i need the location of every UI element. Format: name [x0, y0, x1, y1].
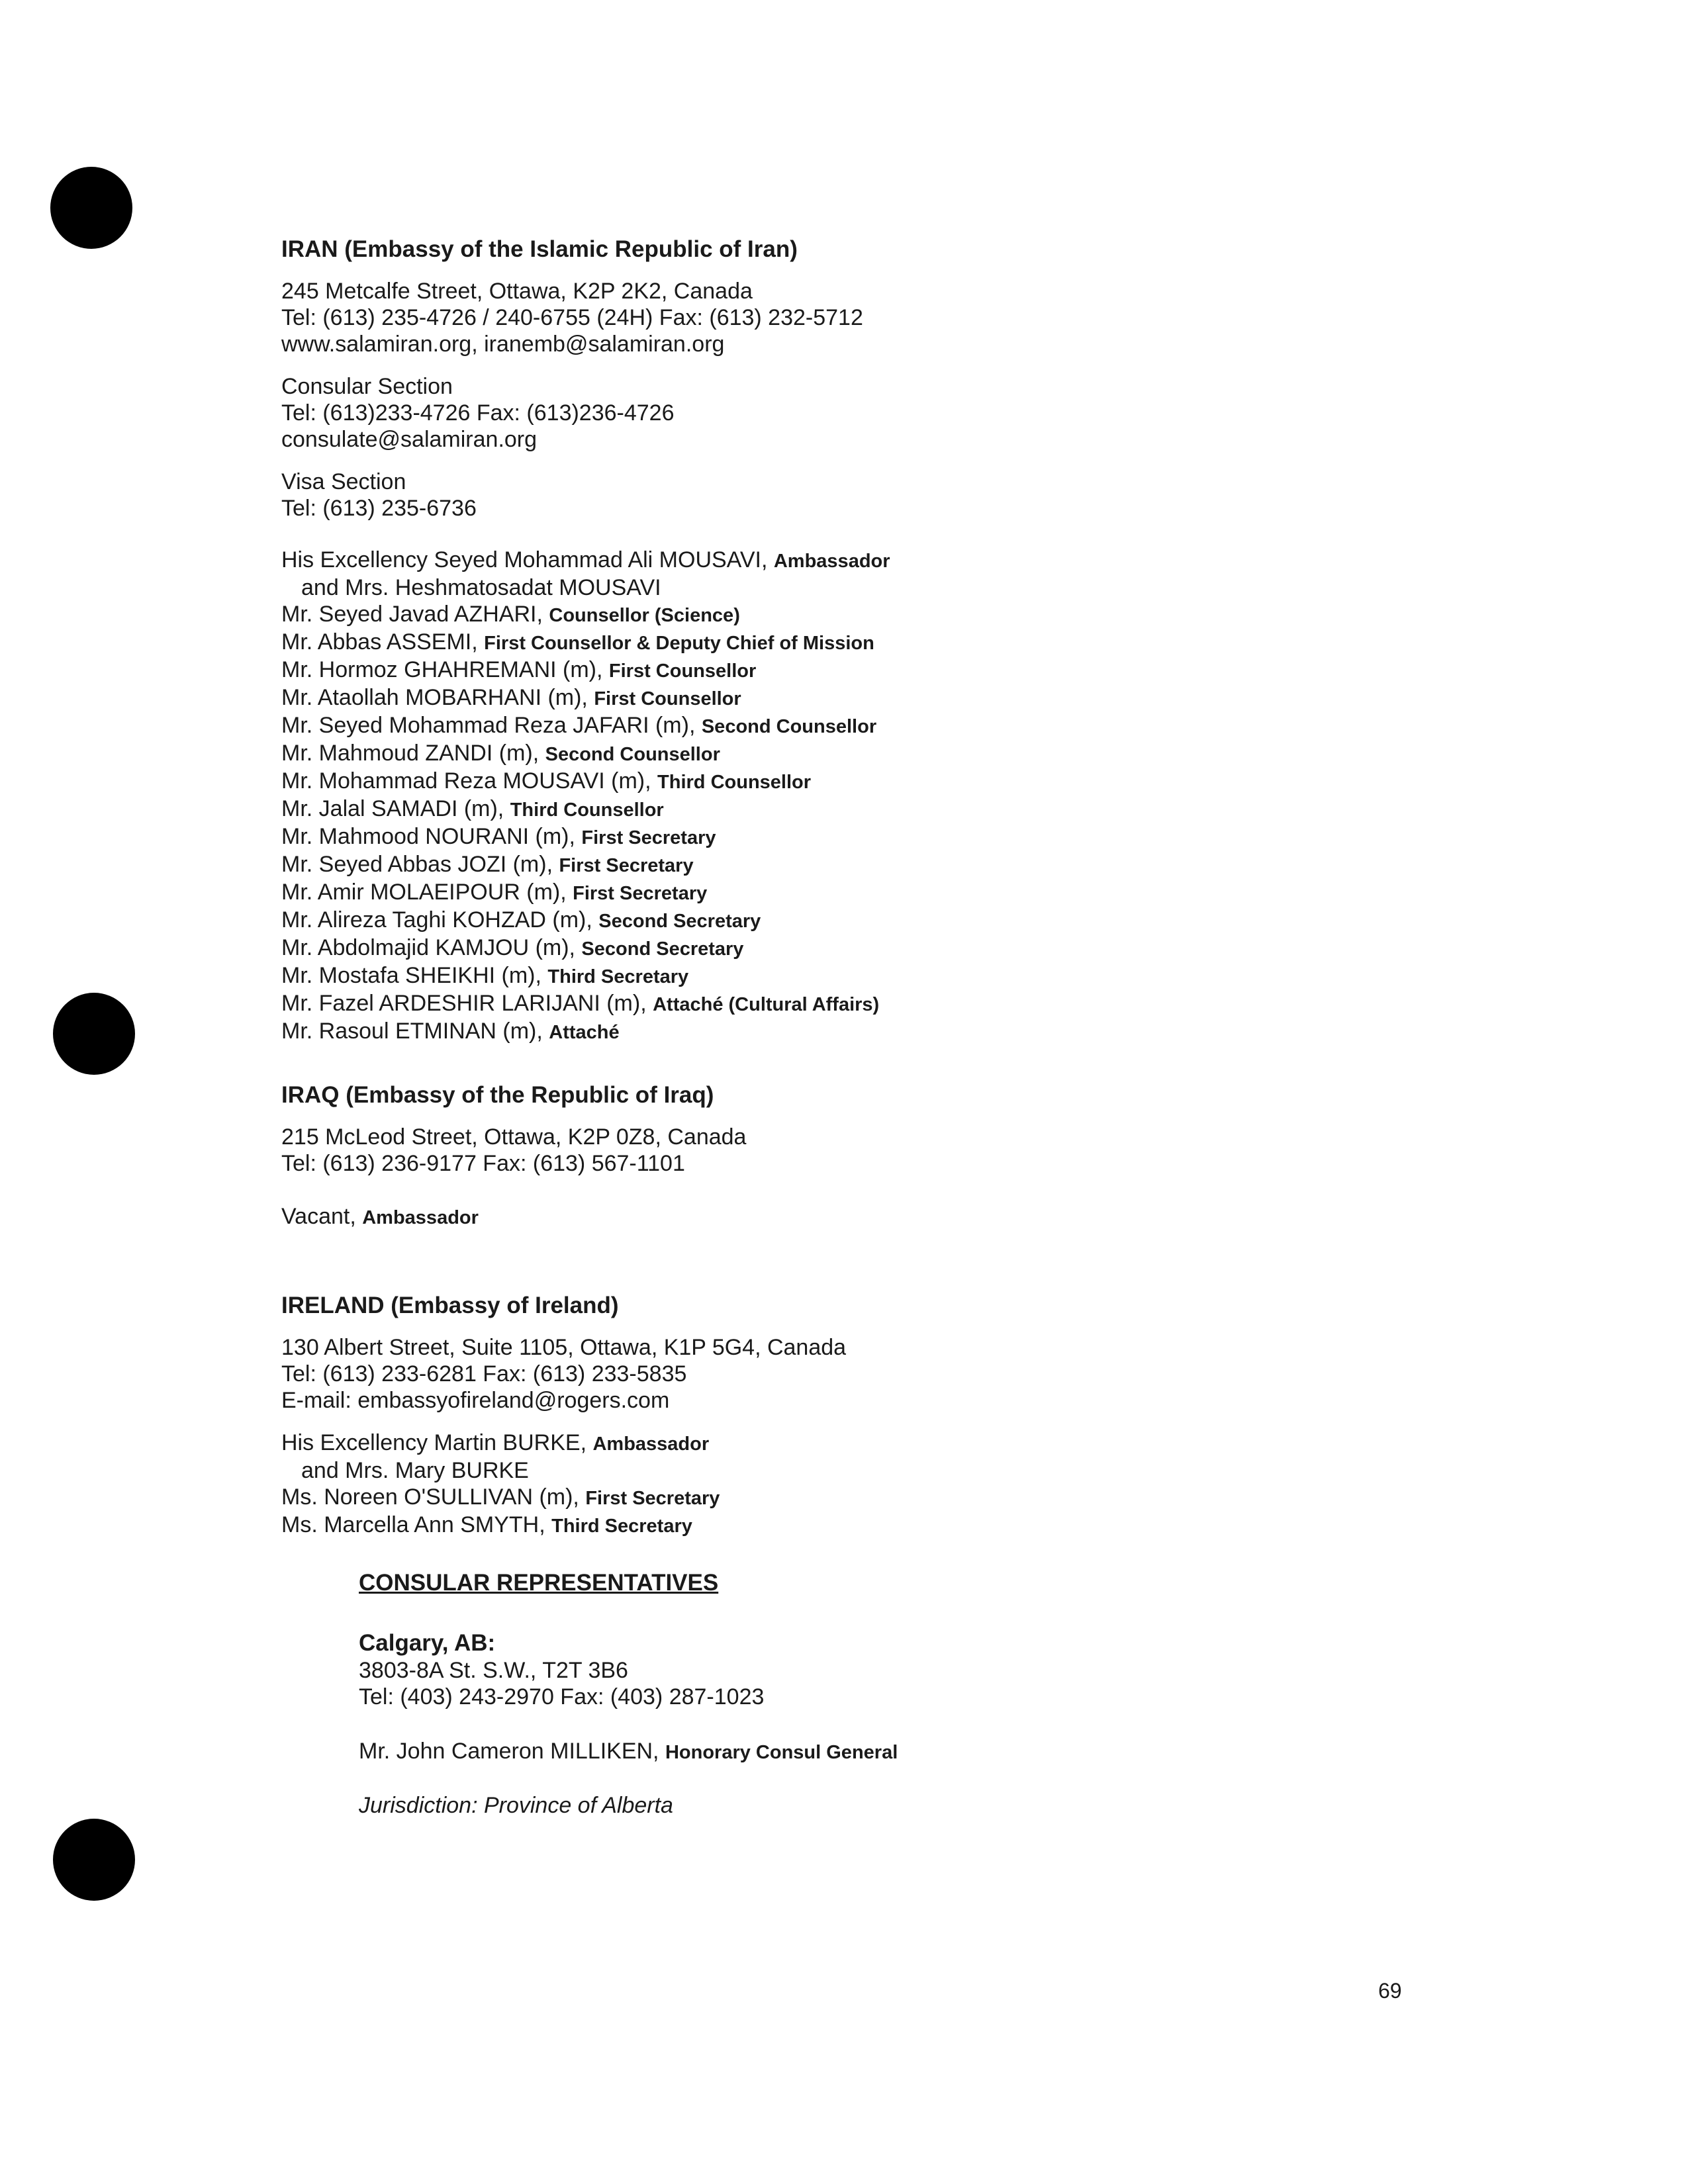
binder-hole-top [50, 167, 132, 249]
page-number: 69 [1378, 1979, 1402, 2003]
binder-hole-bottom [53, 1819, 135, 1901]
phone-line: Tel: (613) 236-9177 Fax: (613) 567-1101 [281, 1151, 685, 1176]
staff-entry: Mr. Abdolmajid KAMJOU (m), Second Secretary [281, 935, 744, 960]
iraq-staff-list [281, 1203, 479, 1231]
address-line: 245 Metcalfe Street, Ottawa, K2P 2K2, Canada [281, 279, 753, 304]
visa-phone: Tel: (613) 235-6736 [281, 496, 477, 521]
address-line: 3803-8A St. S.W., T2T 3B6 [359, 1658, 628, 1683]
iran-visa-section [281, 469, 477, 522]
staff-entry: Mr. Mostafa SHEIKHI (m), Third Secretary [281, 963, 689, 988]
email-line: E-mail: embassyofireland@rogers.com [281, 1388, 670, 1413]
jurisdiction-note: Jurisdiction: Province of Alberta [359, 1793, 673, 1818]
iran-address [281, 278, 863, 357]
consular-phone: Tel: (613)233-4726 Fax: (613)236-4726 [281, 400, 675, 426]
city-heading: Calgary, AB: [359, 1630, 496, 1656]
ireland-staff-list [281, 1430, 720, 1539]
iran-staff-list [281, 547, 890, 1046]
phone-line: Tel: (403) 243-2970 Fax: (403) 287-1023 [359, 1684, 765, 1709]
web-email-line: www.salamiran.org, iranemb@salamiran.org [281, 332, 725, 357]
staff-entry: Mr. Ataollah MOBARHANI (m), First Counsellor [281, 685, 741, 710]
staff-entry: Mr. Alireza Taghi KOHZAD (m), Second Secretary [281, 907, 761, 933]
phone-line: Tel: (613) 233-6281 Fax: (613) 233-5835 [281, 1361, 687, 1387]
binder-hole-middle [53, 993, 135, 1075]
staff-entry: Mr. Amir MOLAEIPOUR (m), First Secretary [281, 880, 708, 905]
staff-entry: Mr. Abbas ASSEMI, First Counsellor & Deputy Chief of Mission [281, 629, 874, 655]
iran-consular-section [281, 373, 675, 453]
staff-entry: His Excellency Seyed Mohammad Ali MOUSAVI, Ambassador [281, 547, 890, 572]
staff-entry: Mr. Fazel ARDESHIR LARIJANI (m), Attaché (Cultural Affairs) [281, 991, 880, 1016]
staff-entry: and Mrs. Mary BURKE [301, 1458, 529, 1483]
staff-entry: Ms. Noreen O'SULLIVAN (m), First Secretary [281, 1484, 720, 1510]
iran-title: IRAN (Embassy of the Islamic Republic of Iran) [281, 236, 798, 262]
calgary-consulate [359, 1629, 764, 1710]
staff-entry: Mr. Seyed Mohammad Reza JAFARI (m), Second Counsellor [281, 713, 877, 738]
iraq-title: IRAQ (Embassy of the Republic of Iraq) [281, 1082, 714, 1108]
staff-entry: Vacant, Ambassador [281, 1204, 479, 1229]
staff-entry: and Mrs. Heshmatosadat MOUSAVI [301, 575, 661, 600]
staff-entry: Mr. Mahmood NOURANI (m), First Secretary [281, 824, 716, 849]
staff-entry: Mr. Mohammad Reza MOUSAVI (m), Third Counsellor [281, 768, 812, 794]
staff-entry: Mr. Hormoz GHAHREMANI (m), First Counsellor [281, 657, 757, 682]
phone-line: Tel: (613) 235-4726 / 240-6755 (24H) Fax: (613) 232-5712 [281, 305, 863, 330]
consular-email: consulate@salamiran.org [281, 427, 538, 452]
staff-entry: Mr. Seyed Abbas JOZI (m), First Secretary [281, 852, 694, 877]
address-line: 215 McLeod Street, Ottawa, K2P 0Z8, Canada [281, 1124, 747, 1150]
staff-entry: His Excellency Martin BURKE, Ambassador [281, 1430, 710, 1455]
visa-label: Visa Section [281, 469, 406, 494]
staff-entry: Mr. Jalal SAMADI (m), Third Counsellor [281, 796, 664, 821]
honorary-consul-entry: Mr. John Cameron MILLIKEN, Honorary Consul General [359, 1739, 898, 1764]
staff-entry: Ms. Marcella Ann SMYTH, Third Secretary [281, 1512, 692, 1537]
consular-label: Consular Section [281, 374, 453, 399]
staff-entry: Mr. Seyed Javad AZHARI, Counsellor (Science) [281, 602, 740, 627]
iraq-address [281, 1124, 746, 1177]
address-line: 130 Albert Street, Suite 1105, Ottawa, K1P 5G4, Canada [281, 1335, 847, 1360]
consular-representatives-heading: CONSULAR REPRESENTATIVES [359, 1570, 719, 1596]
ireland-title: IRELAND (Embassy of Ireland) [281, 1293, 619, 1318]
ireland-address [281, 1334, 846, 1414]
staff-entry: Mr. Mahmoud ZANDI (m), Second Counsellor [281, 741, 720, 766]
staff-entry: Mr. Rasoul ETMINAN (m), Attaché [281, 1019, 620, 1044]
